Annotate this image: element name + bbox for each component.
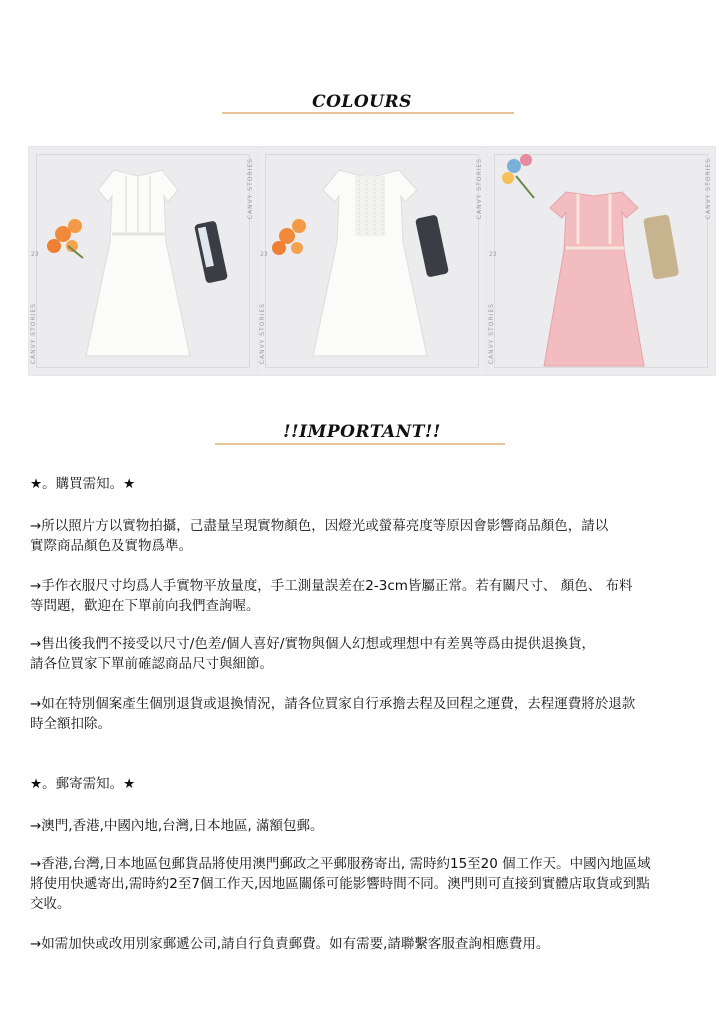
paint-tube-icon [643, 214, 679, 280]
important-title: !!IMPORTANT!! [283, 422, 441, 442]
brand-label: CANVY STORIES [705, 158, 712, 220]
flower-bouquet-icon [47, 219, 83, 258]
product-photo-white-back[interactable] [257, 146, 487, 376]
brand-label: CANVY STORIES [476, 158, 483, 220]
purchase-note-measurements: →手作衣服尺寸均爲人手實物平放量度，手工測量誤差在2-3cm皆屬正常。若有關尺寸、 顏色、 布料 等問題，歡迎在下單前向我們查詢喔。 [30, 578, 633, 614]
flower-bouquet-icon [272, 219, 306, 255]
frame-number: 23 [31, 251, 39, 258]
white-dress-back-image [257, 146, 487, 376]
shipping-note-free-shipping: →澳門,香港,中國內地,台灣,日本地區, 滿額包郵。 [30, 818, 324, 834]
dress-shape [86, 170, 190, 356]
white-dress-front-image [28, 146, 258, 376]
product-photo-pink-front[interactable] [486, 146, 716, 376]
purchase-note-no-returns: →售出後我們不接受以尺寸/色差/個人喜好/實物與個人幻想或理想中有差異等爲由提供退換貨， 請各位買家下單前確認商品尺寸與細節。 [30, 636, 595, 672]
brand-label: CANVY STORIES [259, 302, 266, 364]
brand-label: CANVY STORIES [247, 158, 254, 220]
purchase-note-refund-shipping: →如在特別個案產生個別退貨或退換情況，請各位買家自行承擔去程及回程之運費，去程運費將於退款 時全額扣除。 [30, 696, 636, 732]
brand-label: CANVY STORIES [488, 302, 495, 364]
colours-divider [222, 112, 514, 114]
colours-title: COLOURS [312, 92, 412, 112]
shipping-heading: ★。郵寄需知。★ [30, 776, 136, 792]
shipping-note-express: →如需加快或改用別家郵遞公司,請自行負責郵費。如有需要,請聯繫客服查詢相應費用。 [30, 936, 550, 952]
brand-label: CANVY STORIES [30, 302, 37, 364]
dress-shape [313, 170, 427, 356]
shipping-note-delivery-times: →香港,台灣,日本地區包郵貨品將使用澳門郵政之平郵服務寄出, 需時約15至20 個工作天。中國內地區域 將使用快遞寄出,需時約2至7個工作天,因地區關係可能影響時間不同。澳門則可直接到實體店取貨或到點 交收。 [30, 856, 651, 912]
paint-tube-icon [194, 220, 228, 283]
paint-tube-icon [415, 214, 449, 277]
frame-number: 23 [489, 251, 497, 258]
purchase-note-photos: →所以照片方以實物拍攝，己盡量呈現實物顏色，因燈光或螢幕亮度等原因會影響商品顏色，請以 實際商品顏色及實物爲準。 [30, 518, 609, 554]
flower-bouquet-icon [502, 154, 534, 198]
product-photo-white-front[interactable] [28, 146, 258, 376]
frame-number: 23 [260, 251, 268, 258]
purchase-heading: ★。購買需知。★ [30, 476, 136, 492]
dress-shape [544, 192, 644, 366]
pink-dress-image [486, 146, 716, 376]
important-divider [215, 443, 505, 445]
